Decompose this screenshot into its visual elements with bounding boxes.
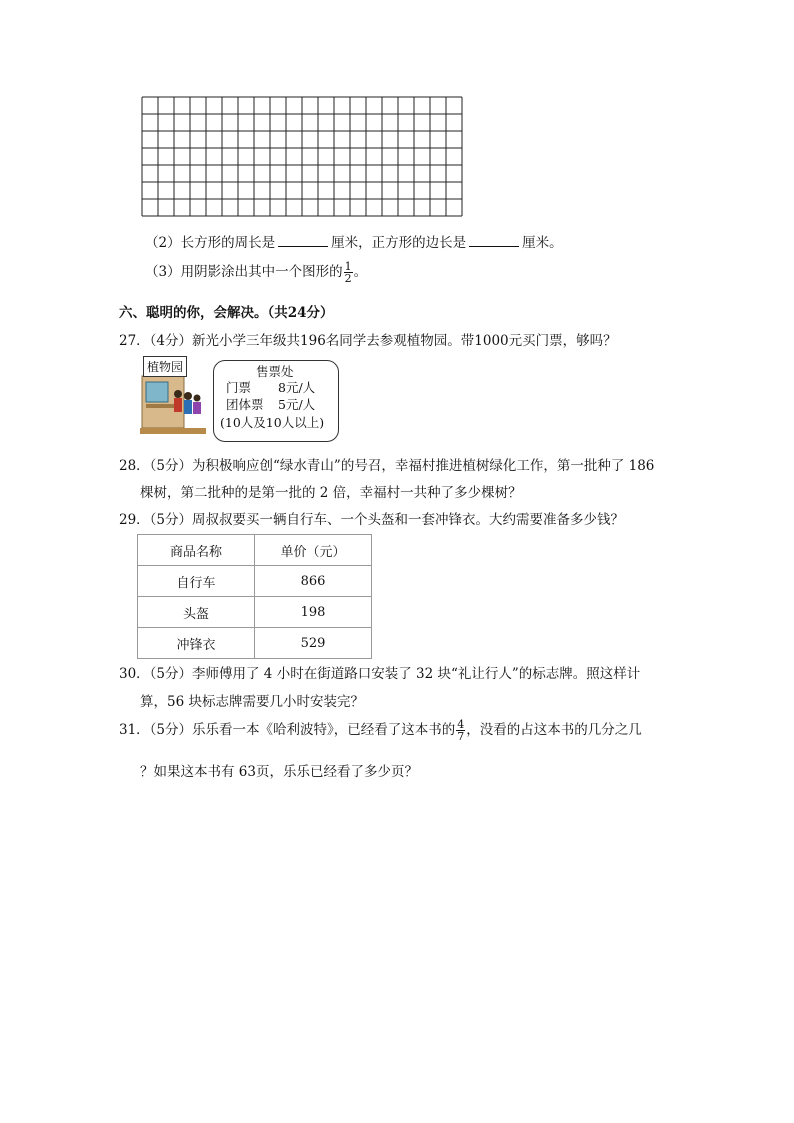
q26-sub2-suffix: 厘米。 bbox=[522, 235, 563, 251]
answer-blank-perimeter[interactable] bbox=[278, 234, 328, 247]
q27-text: 27．（4分）新光小学三年级共196名同学去参观植物园。带1000元买门票，够吗？ bbox=[119, 333, 617, 349]
q29-text: 29．（5分）周叔叔要买一辆自行车、一个头盔和一套冲锋衣。大约需要准备多少钱？ bbox=[119, 512, 625, 528]
ticket-board bbox=[213, 360, 339, 442]
q30-line2: 算，56 块标志牌需要几小时安装完？ bbox=[140, 694, 364, 710]
table-header: 单价（元） bbox=[255, 535, 372, 566]
table-cell: 头盔 bbox=[138, 597, 255, 628]
q31-line1-prefix: 31．（5分）乐乐看一本《哈利波特》，已经看了这本书的 bbox=[119, 722, 456, 738]
garden-kiosk-illustration bbox=[140, 372, 206, 438]
table-cell: 866 bbox=[255, 566, 372, 597]
q26-sub3 bbox=[145, 260, 367, 284]
table-row bbox=[138, 597, 372, 628]
table-header: 商品名称 bbox=[138, 535, 255, 566]
table-row bbox=[138, 628, 372, 659]
table-cell: 198 bbox=[255, 597, 372, 628]
q26-sub2-mid: 厘米，正方形的边长是 bbox=[331, 235, 467, 251]
table-cell: 冲锋衣 bbox=[138, 628, 255, 659]
q28-line1: 28．（5分）为积极响应创“绿水青山”的号召，幸福村推进植树绿化工作，第一批种了 186 bbox=[119, 458, 655, 474]
q26-sub3-suffix: 。 bbox=[353, 264, 368, 280]
q26-sub2 bbox=[145, 231, 563, 251]
garden-label: 植物园 bbox=[143, 356, 187, 377]
q28-line2: 棵树，第二批种的是第一批的 2 倍，幸福村一共种了多少棵树？ bbox=[140, 485, 522, 501]
q31-line2: ？如果这本书有 63页，乐乐已经看了多少页？ bbox=[140, 764, 418, 780]
ticket-row1-price: 8元/人 bbox=[278, 380, 316, 395]
ticket-row2-price: 5元/人 bbox=[278, 397, 316, 412]
q26-sub2-prefix: （2）长方形的周长是 bbox=[145, 235, 276, 251]
q31-line1 bbox=[119, 718, 642, 742]
answer-blank-side[interactable] bbox=[469, 234, 519, 247]
table-cell: 529 bbox=[255, 628, 372, 659]
q31-line1-suffix: ，没看的占这本书的几分之几 bbox=[466, 722, 642, 738]
q26-sub3-prefix: （3）用阴影涂出其中一个图形的 bbox=[145, 264, 343, 280]
q30-line1: 30．（5分）李师傅用了 4 小时在街道路口安装了 32 块“礼让行人”的标志牌。照这样计 bbox=[119, 666, 641, 682]
ticket-note: (10人及10人以上) bbox=[220, 415, 325, 430]
fraction-four-sevenths: $\frac{4}{7}$ bbox=[457, 718, 465, 743]
table-row bbox=[138, 566, 372, 597]
section-title: 六、聪明的你，会解决。（共24分） bbox=[119, 305, 334, 321]
square-grid bbox=[140, 96, 468, 218]
ticket-row2-label: 团体票 bbox=[226, 397, 264, 412]
fraction-half: $\frac{1}{2}$ bbox=[344, 260, 352, 285]
table-header-row bbox=[138, 535, 372, 566]
ticket-title: 售票处 bbox=[256, 364, 294, 379]
table-cell: 自行车 bbox=[138, 566, 255, 597]
price-table bbox=[137, 534, 372, 659]
ticket-row1-label: 门票 bbox=[226, 380, 252, 395]
